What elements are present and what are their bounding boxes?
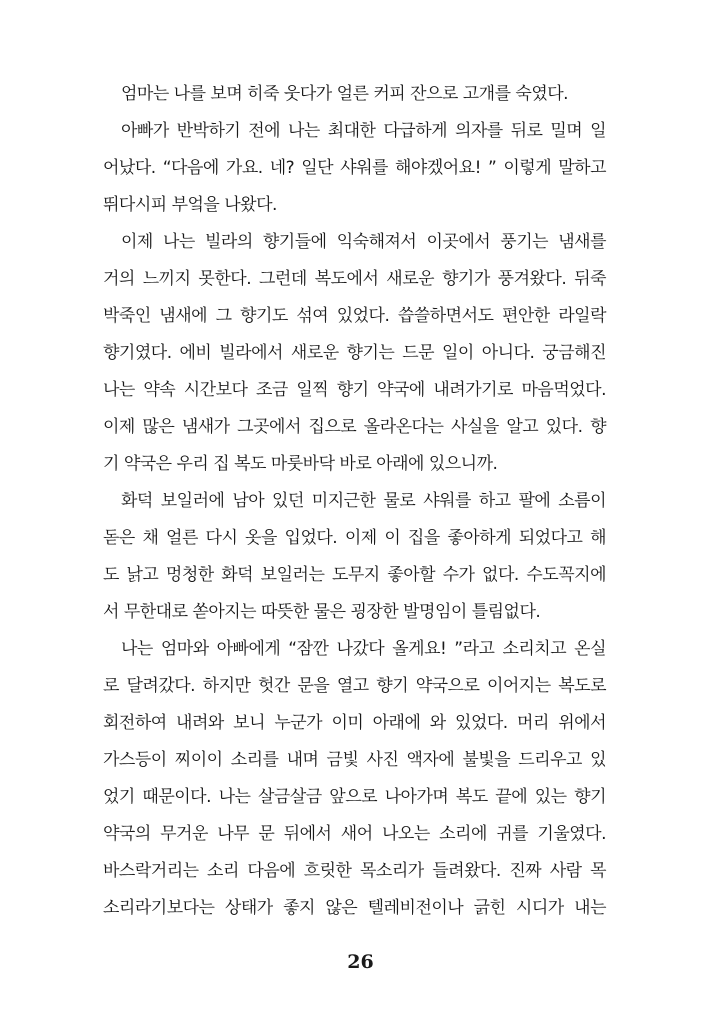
- text-line: 약국의 무거운 나무 문 뒤에서 새어 나오는 소리에 귀를 기울였다.: [103, 824, 606, 844]
- text-line: 도 낡고 멍청한 화덕 보일러는 도무지 좋아할 수가 없다. 수도꼭지에: [103, 565, 606, 585]
- text-line: 이제 많은 냄새가 그곳에서 집으로 올라온다는 사실을 알고 있다. 향: [103, 417, 606, 437]
- text-line: 돋은 채 얼른 다시 옷을 입었다. 이제 이 집을 좋아하게 되었다고 해: [103, 528, 606, 548]
- text-line: 아빠가 반박하기 전에 나는 최대한 다급하게 의자를 뒤로 밀며 일: [121, 121, 606, 141]
- body-text: [103, 76, 606, 927]
- text-line: 이제 나는 빌라의 향기들에 익숙해져서 이곳에서 풍기는 냄새를: [121, 232, 606, 252]
- text-line: 뛰다시피 부엌을 나왔다.: [103, 195, 277, 215]
- text-line: 서 무한대로 쏟아지는 따뜻한 물은 굉장한 발명임이 틀림없다.: [103, 602, 541, 622]
- text-line: 나는 엄마와 아빠에게 “잠깐 나갔다 올게요! ”라고 소리치고 온실: [121, 639, 606, 659]
- text-line: 엄마는 나를 보며 히죽 웃다가 얼른 커피 잔으로 고개를 숙였다.: [121, 84, 569, 104]
- text-line: 나는 약속 시간보다 조금 일찍 향기 약국에 내려가기로 마음먹었다.: [103, 380, 606, 400]
- text-line: 박죽인 냄새에 그 향기도 섞여 있었다. 씁쓸하면서도 편안한 라일락: [103, 306, 606, 326]
- text-line: 소리라기보다는 상태가 좋지 않은 텔레비전이나 긁힌 시디가 내는: [103, 898, 606, 918]
- text-line: 거의 느끼지 못한다. 그런데 복도에서 새로운 향기가 풍겨왔다. 뒤죽: [103, 269, 606, 289]
- text-line: 향기였다. 에비 빌라에서 새로운 향기는 드문 일이 아니다. 궁금해진: [103, 343, 606, 363]
- text-line: 기 약국은 우리 집 복도 마룻바닥 바로 아래에 있으니까.: [103, 454, 498, 474]
- text-line: 어났다. “다음에 가요. 네? 일단 샤워를 해야겠어요! ” 이렇게 말하고: [103, 158, 606, 178]
- text-line: 회전하여 내려와 보니 누군가 이미 아래에 와 있었다. 머리 위에서: [103, 713, 606, 733]
- text-line: 화덕 보일러에 남아 있던 미지근한 물로 샤워를 하고 팔에 소름이: [121, 491, 606, 511]
- text-line: 로 달려갔다. 하지만 헛간 문을 열고 향기 약국으로 이어지는 복도로: [103, 676, 606, 696]
- page-number: 26: [347, 951, 374, 973]
- text-line: 바스락거리는 소리 다음에 흐릿한 목소리가 들려왔다. 진짜 사람 목: [103, 861, 606, 881]
- text-line: 었기 때문이다. 나는 살금살금 앞으로 나아가며 복도 끝에 있는 향기: [103, 787, 606, 807]
- text-line: 가스등이 찌이이 소리를 내며 금빛 사진 액자에 불빛을 드리우고 있: [103, 750, 606, 770]
